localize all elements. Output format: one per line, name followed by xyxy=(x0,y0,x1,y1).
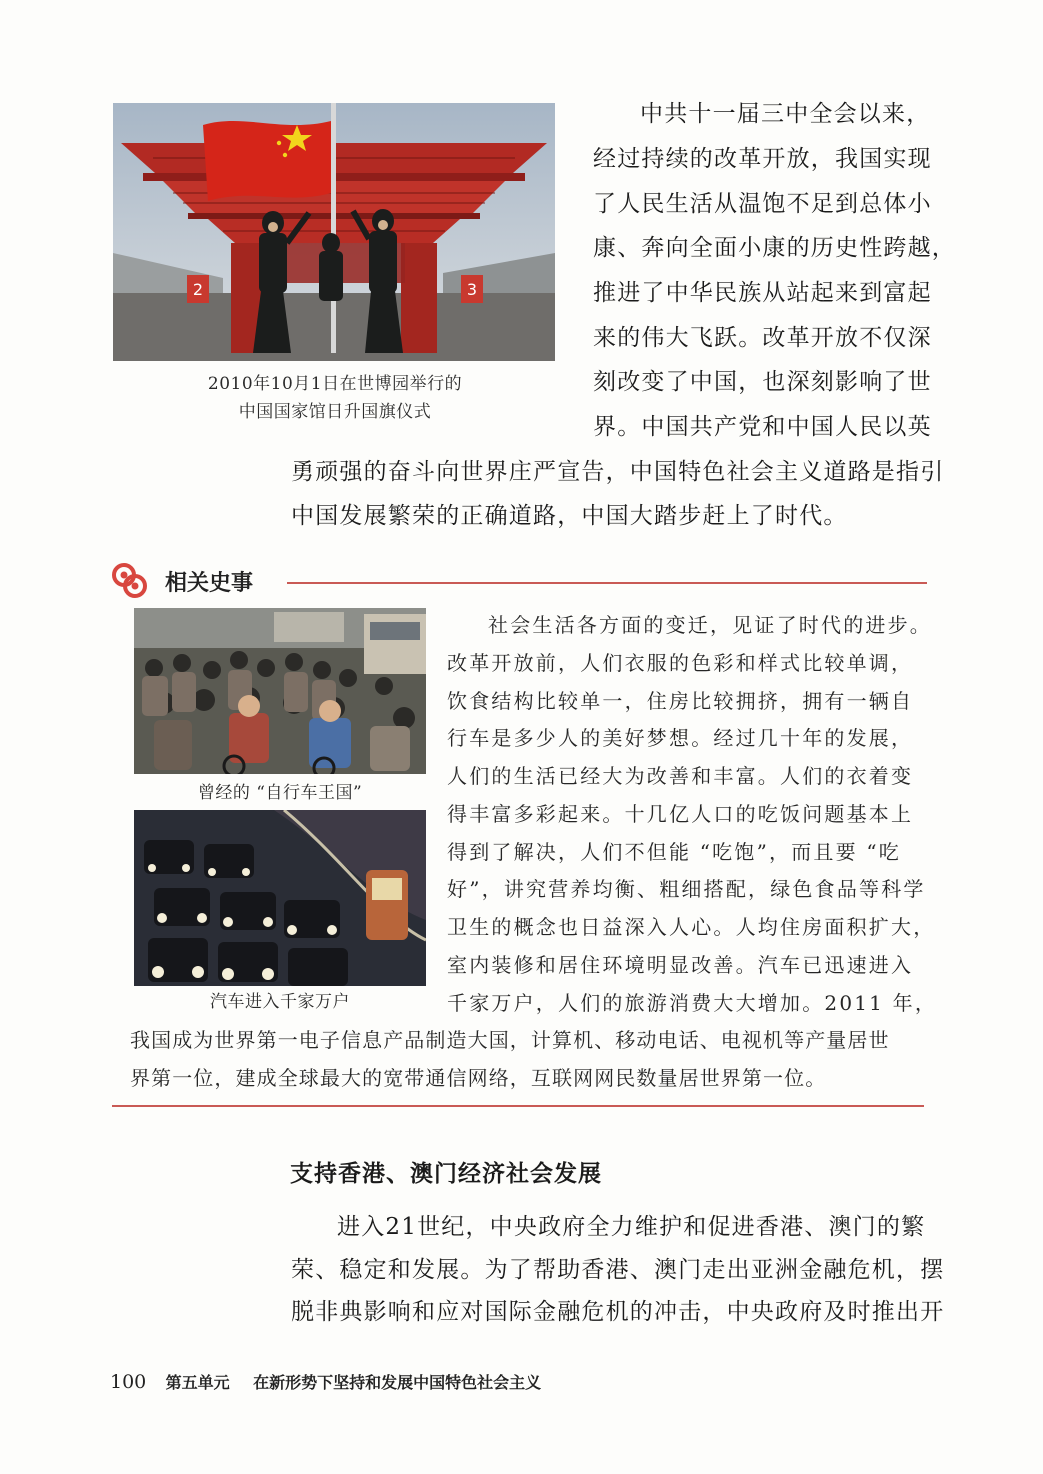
related-history-title: 相关史事 xyxy=(165,571,254,596)
box-text-line: 我国成为世界第一电子信息产品制造大国，计算机、移动电话、电视机等产量居世 xyxy=(130,1028,890,1052)
box-text-line: 界第一位，建成全球最大的宽带通信网络，互联网网民数量居世界第一位。 xyxy=(130,1066,827,1090)
section-text-line: 进入21世纪，中央政府全力维护和促进香港、澳门的繁 xyxy=(337,1214,926,1240)
box-text-line: 卫生的概念也日益深入人心。人均住房面积扩大， xyxy=(447,915,936,939)
unit-title: 在新形势下坚持和发展中国特色社会主义 xyxy=(253,1373,542,1392)
cars-photo-caption: 汽车进入千家万户 xyxy=(210,992,350,1012)
section-text-line: 荣、稳定和发展。为了帮助香港、澳门走出亚洲金融危机，摆 xyxy=(291,1257,945,1283)
flag-raising-photo xyxy=(113,103,555,361)
bicycle-photo-caption: 曾经的 “自行车王国” xyxy=(197,783,363,803)
paragraph-line: 刻改变了中国，也深刻影响了世 xyxy=(593,369,932,395)
paragraph-line: 了人民生活从温饱不足到总体小 xyxy=(593,191,932,217)
flag-photo-caption-line2: 中国国家馆日升国旗仪式 xyxy=(238,402,432,422)
box-text-line: 饮食结构比较单一，住房比较拥挤，拥有一辆自 xyxy=(447,689,914,713)
box-text-line: 人们的生活已经大为改善和丰富。人们的衣着变 xyxy=(447,764,914,788)
box-text-line: 好”，讲究营养均衡、粗细搭配，绿色食品等科学 xyxy=(447,877,926,901)
box-text-line: 得到了解决，人们不但能 “吃饱”，而且要 “吃 xyxy=(447,840,901,864)
flag-photo-caption xyxy=(150,370,520,426)
box-bottom-divider xyxy=(112,1105,924,1107)
paragraph-line: 中共十一届三中全会以来， xyxy=(640,101,931,127)
box-text-line: 改革开放前，人们衣服的色彩和样式比较单调， xyxy=(447,651,914,675)
page-number: 100 xyxy=(110,1371,147,1393)
box-text-line: 社会生活各方面的变迁，见证了时代的进步。 xyxy=(488,613,932,637)
section-heading: 支持香港、澳门经济社会发展 xyxy=(290,1161,602,1187)
svg-text:2: 2 xyxy=(192,280,204,299)
paragraph-line: 来的伟大飞跃。改革开放不仅深 xyxy=(593,325,932,351)
paragraph-line: 经过持续的改革开放，我国实现 xyxy=(593,146,932,172)
paragraph-line: 勇顽强的奋斗向世界庄严宣告，中国特色社会主义道路是指引 xyxy=(291,459,945,485)
flag-photo-caption-line1: 2010年10月1日在世博园举行的 xyxy=(207,374,463,394)
box-text-line: 得丰富多彩起来。十几亿人口的吃饭问题基本上 xyxy=(447,802,914,826)
box-text-line: 千家万户，人们的旅游消费大大增加。2011 年， xyxy=(447,991,938,1015)
paragraph-line: 康、奔向全面小康的历史性跨越， xyxy=(593,235,956,261)
bicycle-kingdom-photo xyxy=(134,608,426,774)
box-text-line: 室内装修和居住环境明显改善。汽车已迅速进入 xyxy=(447,953,914,977)
section-divider xyxy=(287,582,927,584)
box-text-line: 行车是多少人的美好梦想。经过几十年的发展， xyxy=(447,726,914,750)
svg-text:3: 3 xyxy=(466,280,478,299)
paragraph-line: 界。中国共产党和中国人民以英 xyxy=(593,414,932,440)
section-text-line: 脱非典影响和应对国际金融危机的冲击，中央政府及时推出开 xyxy=(291,1299,945,1325)
related-history-icon xyxy=(110,561,150,601)
page-footer xyxy=(110,1370,541,1393)
paragraph-line: 推进了中华民族从站起来到富起 xyxy=(593,280,932,306)
unit-label: 第五单元 xyxy=(165,1373,230,1392)
paragraph-line: 中国发展繁荣的正确道路，中国大踏步赶上了时代。 xyxy=(291,503,848,529)
cars-photo xyxy=(134,810,426,986)
